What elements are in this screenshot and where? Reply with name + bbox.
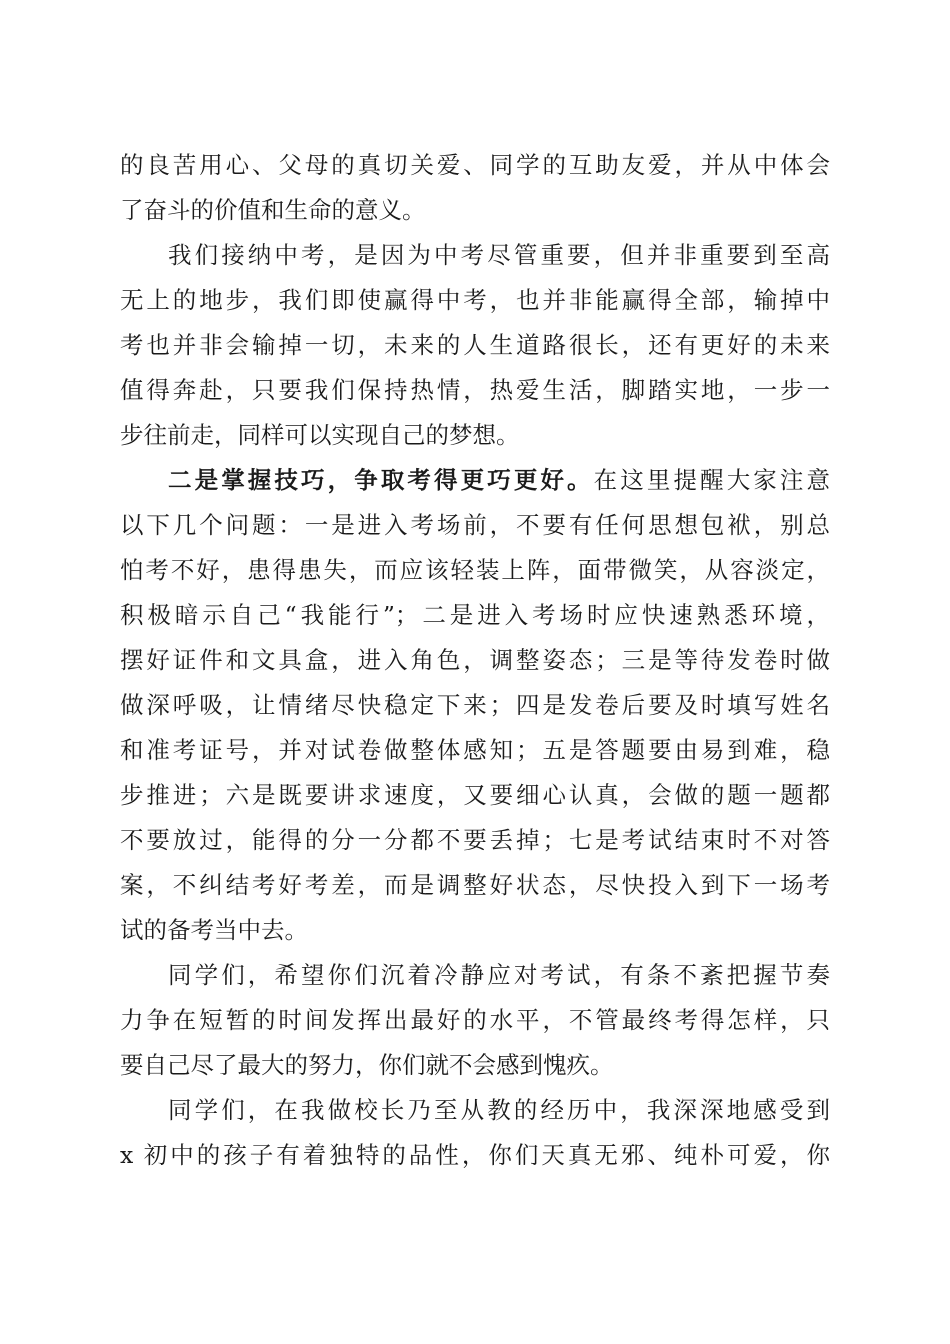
paragraph-first-line: 我们接纳中考，是因为中考尽管重要，但并非重要到至高 (168, 241, 830, 269)
paragraph-first-line: 同学们，在我做校长乃至从教的经历中，我深深地感受到 (168, 1096, 830, 1124)
paragraph-lead-text: 在这里提醒大家注意 (593, 466, 831, 494)
section-heading-inline: 二是掌握技巧，争取考得更巧更好。 (168, 466, 594, 494)
paragraph-line: 步往前走，同样可以实现自己的梦想。 (120, 421, 520, 449)
paragraph-line: 案，不纠结考好考差，而是调整好状态，尽快投入到下一场考 (120, 871, 830, 899)
paragraph-line: 做深呼吸，让情绪尽快稳定下来；四是发卷后要及时填写姓名 (120, 691, 830, 719)
paragraph-line: 力争在短暂的时间发挥出最好的水平，不管最终考得怎样，只 (120, 1006, 830, 1034)
paragraph-line: 试的备考当中去。 (120, 916, 308, 944)
paragraph-line: 步推进；六是既要讲求速度，又要细心认真，会做的题一题都 (120, 781, 830, 809)
paragraph-line: 考也并非会输掉一切，未来的人生道路很长，还有更好的未来 (120, 331, 830, 359)
paragraph-line: 摆好证件和文具盒，进入角色，调整姿态；三是等待发卷时做 (120, 646, 830, 674)
paragraph-line: 积极暗示自己“我能行”；二是进入考场时应快速熟悉环境， (120, 601, 830, 629)
paragraph-line: 怕考不好，患得患失，而应该轻装上阵，面带微笑，从容淡定， (120, 556, 830, 584)
paragraph-line: 以下几个问题：一是进入考场前，不要有任何思想包袱，别总 (120, 511, 830, 539)
paragraph-line: 要自己尽了最大的努力，你们就不会感到愧疚。 (120, 1051, 614, 1079)
paragraph-first-line (168, 460, 830, 500)
paragraph-line: 无上的地步，我们即使赢得中考，也并非能赢得全部，输掉中 (120, 286, 830, 314)
paragraph-line: 的良苦用心、父母的真切关爱、同学的互助友爱，并从中体会 (120, 151, 830, 179)
paragraph-line: x 初中的孩子有着独特的品性，你们天真无邪、纯朴可爱，你 (120, 1141, 830, 1169)
paragraph-line: 和准考证号，并对试卷做整体感知；五是答题要由易到难，稳 (120, 736, 830, 764)
paragraph-first-line: 同学们，希望你们沉着冷静应对考试，有条不紊把握节奏 (168, 961, 830, 989)
paragraph-line: 了奋斗的价值和生命的意义。 (120, 196, 426, 224)
paragraph-line: 不要放过，能得的分一分都不要丢掉；七是考试结束时不对答 (120, 826, 830, 854)
paragraph-line: 值得奔赴，只要我们保持热情，热爱生活，脚踏实地，一步一 (120, 376, 830, 404)
